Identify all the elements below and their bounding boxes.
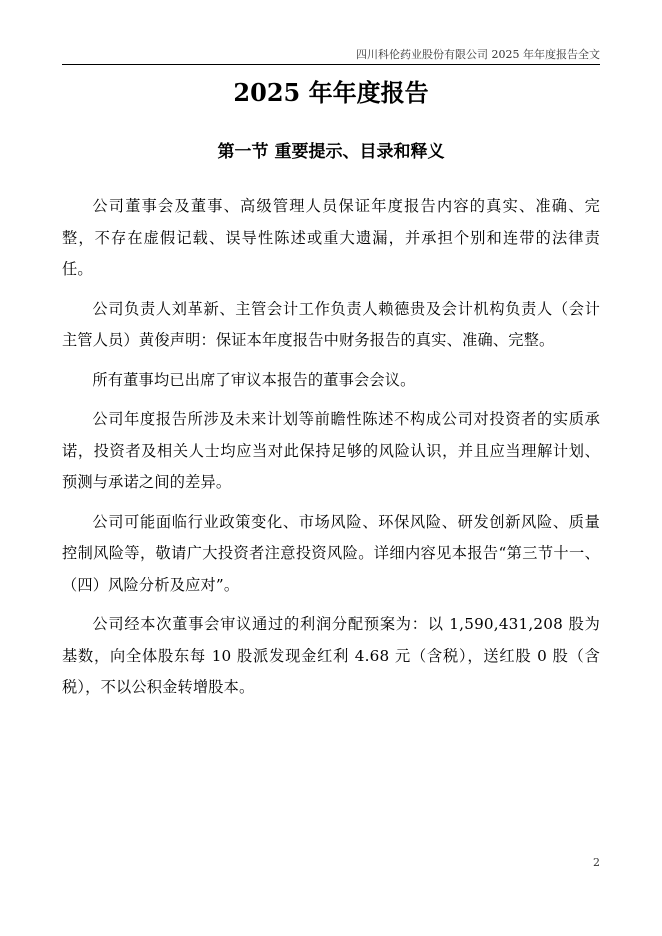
paragraph-directors-attendance: 所有董事均已出席了审议本报告的董事会会议。 bbox=[92, 370, 416, 389]
header-divider bbox=[62, 64, 600, 65]
body-text bbox=[62, 191, 600, 712]
document-title: 2025 年年度报告 bbox=[233, 78, 429, 107]
paragraph-board-guarantee: 公司董事会及董事、高级管理人员保证年度报告内容的真实、准确、完整，不存在虚假记载、误导性陈述或重大遗漏，并承担个别和连带的法律责任。 bbox=[62, 197, 600, 278]
running-header: 四川科伦药业股份有限公司 2025 年年度报告全文 bbox=[356, 48, 600, 61]
section-title: 第一节 重要提示、目录和释义 bbox=[217, 142, 445, 162]
paragraph-responsible-persons-statement: 公司负责人刘革新、主管会计工作负责人赖德贵及会计机构负责人（会计主管人员）黄俊声明：保证本年度报告中财务报告的真实、准确、完整。 bbox=[62, 299, 600, 349]
paragraph-risk-notice: 公司可能面临行业政策变化、市场风险、环保风险、研发创新风险、质量控制风险等，敬请广大投资者注意投资风险。详细内容见本报告“第三节十一、（四）风险分析及应对”。 bbox=[62, 512, 600, 594]
page-number: 2 bbox=[593, 856, 600, 869]
paragraph-profit-distribution: 公司经本次董事会审议通过的利润分配预案为：以 1,590,431,208 股为基数，向全体股东每 10 股派发现金红利 4.68 元（含税），送红股 0 股（含税），不以公积金转增股本。 bbox=[62, 615, 600, 696]
paragraph-forward-looking-statement: 公司年度报告所涉及未来计划等前瞻性陈述不构成公司对投资者的实质承诺，投资者及相关人士均应当对此保持足够的风险认识，并且应当理解计划、预测与承诺之间的差异。 bbox=[62, 410, 600, 491]
